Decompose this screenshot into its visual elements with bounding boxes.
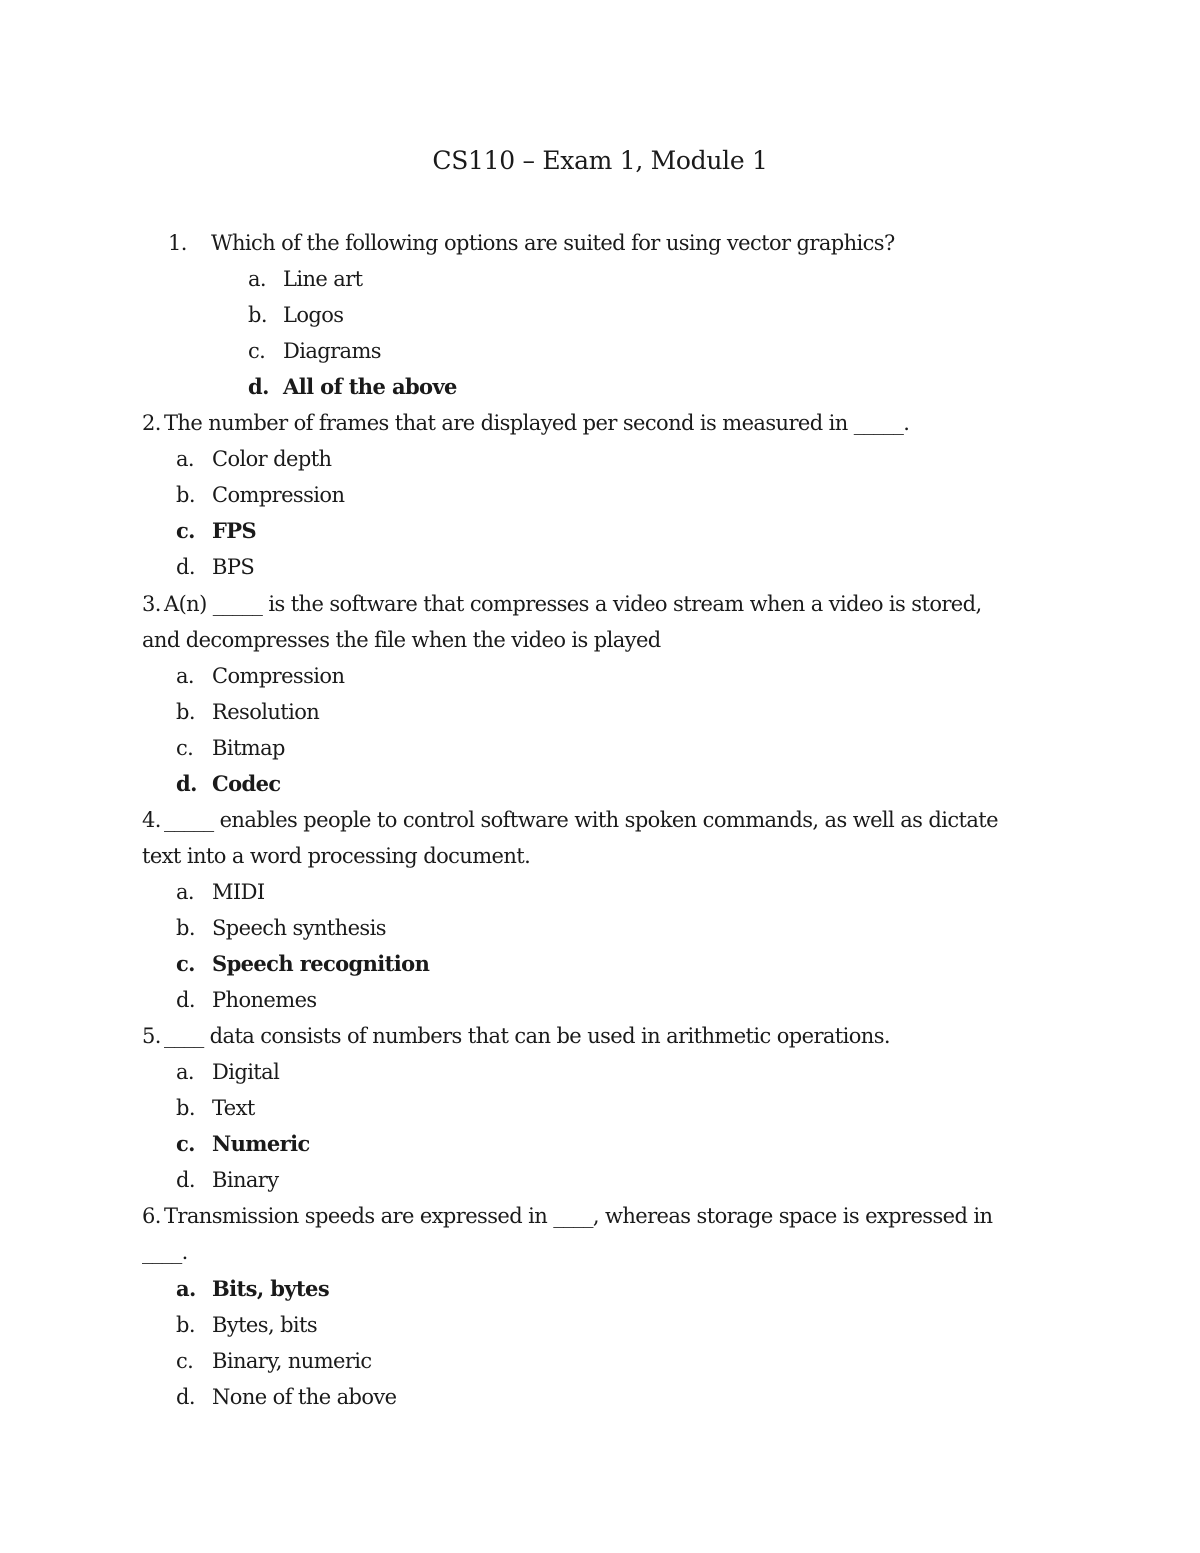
q3-option-b-letter: b. xyxy=(176,700,195,724)
q2-option-b-letter: b. xyxy=(176,483,195,507)
q6-option-d-letter: d. xyxy=(176,1385,195,1409)
q2-option-c-letter: c. xyxy=(176,518,195,543)
q5-option-d-text: Binary xyxy=(212,1168,279,1192)
q2-option-c-text: FPS xyxy=(212,518,257,543)
q1-option-b-text: Logos xyxy=(283,303,344,327)
q1-option-b-letter: b. xyxy=(248,303,267,327)
question-6-text-line-2: ____. xyxy=(142,1240,188,1264)
q2-option-d-letter: d. xyxy=(176,555,195,579)
q5-option-a-text: Digital xyxy=(212,1060,280,1084)
q6-option-a-text: Bits, bytes xyxy=(212,1276,330,1301)
question-1-text: Which of the following options are suited for using vector graphics? xyxy=(211,231,895,255)
q6-option-d-text: None of the above xyxy=(212,1385,397,1409)
q6-option-b-text: Bytes, bits xyxy=(212,1313,318,1337)
q5-option-a-letter: a. xyxy=(176,1060,194,1084)
page-title: CS110 – Exam 1, Module 1 xyxy=(432,146,768,175)
question-4-number: 4. xyxy=(142,808,161,832)
q3-option-c-letter: c. xyxy=(176,736,194,760)
question-2-text: The number of frames that are displayed per second is measured in _____. xyxy=(164,411,910,435)
q4-option-c-text: Speech recognition xyxy=(212,951,430,976)
q4-option-a-text: MIDI xyxy=(212,880,265,904)
question-3-text-line-1: A(n) _____ is the software that compresses a video stream when a video is stored, xyxy=(164,592,982,616)
q3-option-d-text: Codec xyxy=(212,771,281,796)
question-5-number: 5. xyxy=(142,1024,161,1048)
q3-option-a-text: Compression xyxy=(212,664,345,688)
q1-option-d-text: All of the above xyxy=(283,374,457,399)
q2-option-a-letter: a. xyxy=(176,447,194,471)
q4-option-c-letter: c. xyxy=(176,951,195,976)
q4-option-b-text: Speech synthesis xyxy=(212,916,386,940)
q5-option-d-letter: d. xyxy=(176,1168,195,1192)
q5-option-b-letter: b. xyxy=(176,1096,195,1120)
q3-option-c-text: Bitmap xyxy=(212,736,285,760)
q4-option-b-letter: b. xyxy=(176,916,195,940)
question-4-text-line-2: text into a word processing document. xyxy=(142,844,531,868)
q6-option-b-letter: b. xyxy=(176,1313,195,1337)
q6-option-c-letter: c. xyxy=(176,1349,194,1373)
question-6-number: 6. xyxy=(142,1204,161,1228)
q2-option-a-text: Color depth xyxy=(212,447,332,471)
q5-option-c-letter: c. xyxy=(176,1131,195,1156)
q2-option-d-text: BPS xyxy=(212,555,255,579)
question-6-text-line-1: Transmission speeds are expressed in ____, whereas storage space is expressed in xyxy=(164,1204,993,1228)
question-2-number: 2. xyxy=(142,411,161,435)
q6-option-a-letter: a. xyxy=(176,1276,196,1301)
q1-option-d-letter: d. xyxy=(248,374,269,399)
q1-option-a-letter: a. xyxy=(248,267,266,291)
question-3-text-line-2: and decompresses the file when the video is played xyxy=(142,628,661,652)
question-1-number: 1. xyxy=(168,231,187,255)
q4-option-a-letter: a. xyxy=(176,880,194,904)
q4-option-d-text: Phonemes xyxy=(212,988,317,1012)
q3-option-a-letter: a. xyxy=(176,664,194,688)
question-3-number: 3. xyxy=(142,592,161,616)
q1-option-a-text: Line art xyxy=(283,267,363,291)
q5-option-b-text: Text xyxy=(212,1096,255,1120)
q1-option-c-letter: c. xyxy=(248,339,266,363)
question-5-text: ____ data consists of numbers that can be used in arithmetic operations. xyxy=(164,1024,890,1048)
q5-option-c-text: Numeric xyxy=(212,1131,310,1156)
q6-option-c-text: Binary, numeric xyxy=(212,1349,372,1373)
q4-option-d-letter: d. xyxy=(176,988,195,1012)
question-4-text-line-1: _____ enables people to control software with spoken commands, as well as dictate xyxy=(164,808,998,832)
q3-option-b-text: Resolution xyxy=(212,700,320,724)
q2-option-b-text: Compression xyxy=(212,483,345,507)
q1-option-c-text: Diagrams xyxy=(283,339,381,363)
q3-option-d-letter: d. xyxy=(176,771,197,796)
